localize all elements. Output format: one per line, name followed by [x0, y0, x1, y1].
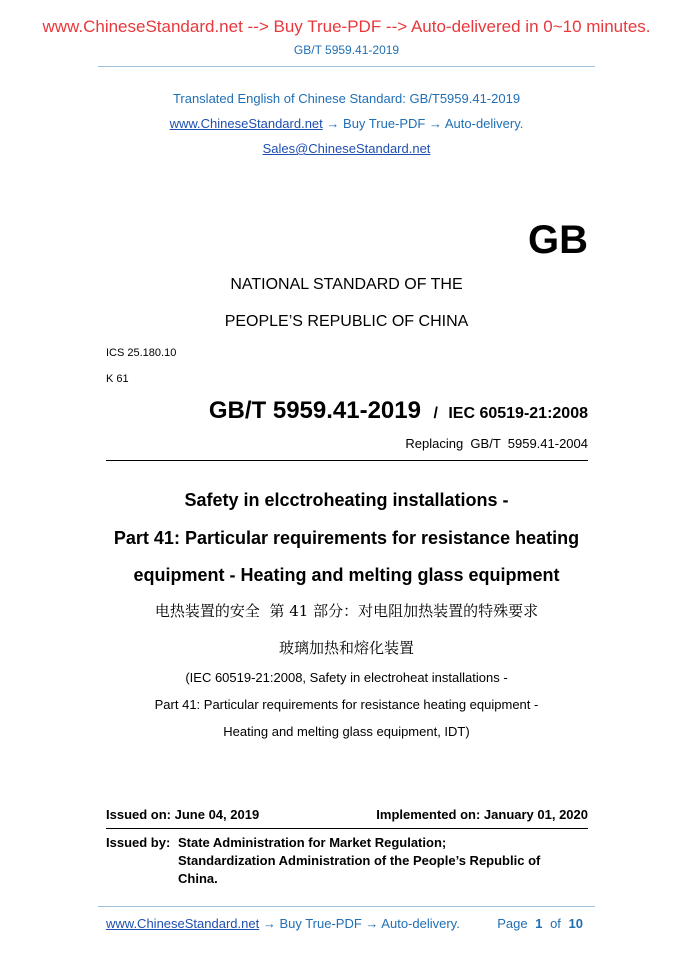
issuer-line3: China.: [178, 871, 218, 886]
page-indicator: [497, 916, 583, 931]
header-divider: [98, 66, 595, 67]
top-banner[interactable]: www.ChineseStandard.net --> Buy True-PDF --> Auto-delivered in 0~10 minutes.: [42, 17, 651, 36]
site-link[interactable]: www.ChineseStandard.net: [169, 116, 323, 131]
header-doc-code: GB/T 5959.41-2019: [293, 43, 400, 57]
footer-divider: [98, 906, 595, 907]
replacing-note: Replacing GB/T 5959.41-2004: [405, 436, 588, 451]
gb-mark: GB: [528, 218, 588, 262]
issuer-line1: State Administration for Market Regulation;: [178, 835, 447, 850]
issuer-line2: Standardization Administration of the People’s Republic of: [178, 853, 541, 868]
footer-buy-note: → Buy True-PDF → Auto-delivery.: [262, 916, 460, 931]
chinese-title-line1: 电热装置的安全 第 41 部分：对电阻加热装置的特殊要求: [154, 602, 539, 620]
buy-note: → Buy True-PDF → Auto-delivery.: [326, 116, 524, 131]
k-code: K 61: [106, 373, 129, 385]
title-line1: Safety in elcctroheating installations -: [184, 490, 509, 510]
national-standard-line1: NATIONAL STANDARD OF THE: [230, 276, 463, 293]
translation-links: [0, 116, 693, 131]
iec-ref-line2: Part 41: Particular requirements for resistance heating equipment -: [154, 697, 539, 712]
standard-number: GB/T 5959.41-2019: [208, 397, 421, 424]
dates-divider: [106, 828, 588, 829]
standard-number-row: [209, 397, 588, 425]
iec-number: IEC 60519-21:2008: [448, 405, 588, 422]
title-line3: equipment - Heating and melting glass equipment: [133, 565, 560, 585]
title-line2: Part 41: Particular requirements for resistance heating: [113, 528, 580, 548]
email-line: [0, 141, 693, 156]
iec-ref-line3: Heating and melting glass equipment, IDT): [223, 724, 470, 739]
chinese-title-line2: 玻璃加热和熔化装置: [278, 639, 414, 657]
translation-note: Translated English of Chinese Standard: GB/T5959.41-2019: [172, 91, 521, 106]
page-number: 1: [535, 916, 543, 931]
national-standard-line2: PEOPLE’S REPUBLIC OF CHINA: [224, 313, 469, 330]
standard-separator: /: [433, 405, 438, 422]
issued-by-label: Issued by:: [106, 835, 171, 850]
implemented-on: Implemented on: January 01, 2020: [376, 807, 588, 822]
page-label: Page: [497, 916, 528, 931]
issued-on: Issued on: June 04, 2019: [106, 807, 260, 822]
iec-ref-line1: (IEC 60519-21:2008, Safety in electroheat installations -: [185, 670, 508, 685]
footer-links: [106, 916, 460, 931]
page-total: 10: [568, 916, 583, 931]
of-label: of: [550, 916, 561, 931]
email-link[interactable]: Sales@ChineseStandard.net: [262, 141, 431, 156]
footer-site-link[interactable]: www.ChineseStandard.net: [106, 916, 260, 931]
title-divider: [106, 460, 588, 461]
ics-code: ICS 25.180.10: [106, 347, 177, 359]
